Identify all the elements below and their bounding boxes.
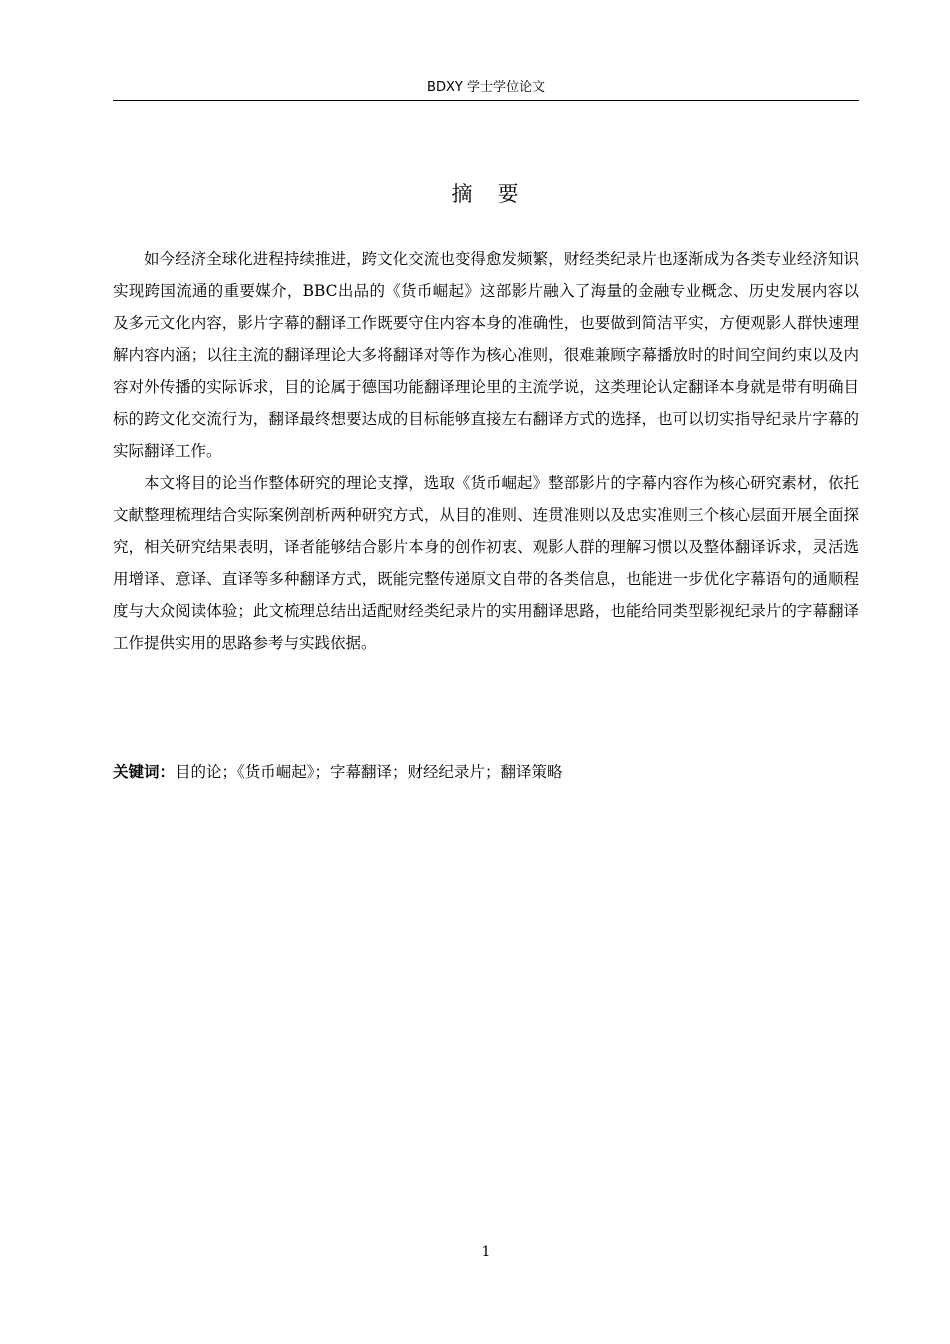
abstract-paragraph-1: 如今经济全球化进程持续推进，跨文化交流也变得愈发频繁，财经类纪录片也逐渐成为各类专业经济知识实现跨国流通的重要媒介，BBC出品的《货币崛起》这部影片融入了海量的金融专业概念、历史发展内容以及多元文化内容，影片字幕的翻译工作既要守住内容本身的准确性，也要做到简洁平实，方便观影人群快速理解内容内涵；以往主流的翻译理论大多将翻译对等作为核心准则，很难兼顾字幕播放时的时间空间约束以及内容对外传播的实际诉求，目的论属于德国功能翻译理论里的主流学说，这类理论认定翻译本身就是带有明确目标的跨文化交流行为，翻译最终想要达成的目标能够直接左右翻译方式的选择，也可以切实指导纪录片字幕的实际翻译工作。: [113, 250, 859, 460]
abstract-title: 摘 要: [451, 182, 521, 206]
keywords-text: 目的论；《货币崛起》；字幕翻译；财经纪录片；翻译策略: [175, 763, 563, 781]
keywords-line: [113, 756, 859, 788]
running-header: BDXY 学士学位论文: [427, 80, 545, 95]
keywords-label: 关键词：: [113, 763, 176, 781]
abstract-body: [113, 243, 859, 659]
abstract-paragraph-2: 本文将目的论当作整体研究的理论支撑，选取《货币崛起》整部影片的字幕内容作为核心研究素材，依托文献整理梳理结合实际案例剖析两种研究方式，从目的准则、连贯准则以及忠实准则三个核心层面开展全面探究，相关研究结果表明，译者能够结合影片本身的创作初衷、观影人群的理解习惯以及整体翻译诉求，灵活选用增译、意译、直译等多种翻译方式，既能完整传递原文自带的各类信息，也能进一步优化字幕语句的通顺程度与大众阅读体验；此文梳理总结出适配财经类纪录片的实用翻译思路，也能给同类型影视纪录片的字幕翻译工作提供实用的思路参考与实践依据。: [113, 474, 859, 652]
page-number: 1: [481, 1244, 491, 1260]
header-rule: [113, 100, 859, 101]
